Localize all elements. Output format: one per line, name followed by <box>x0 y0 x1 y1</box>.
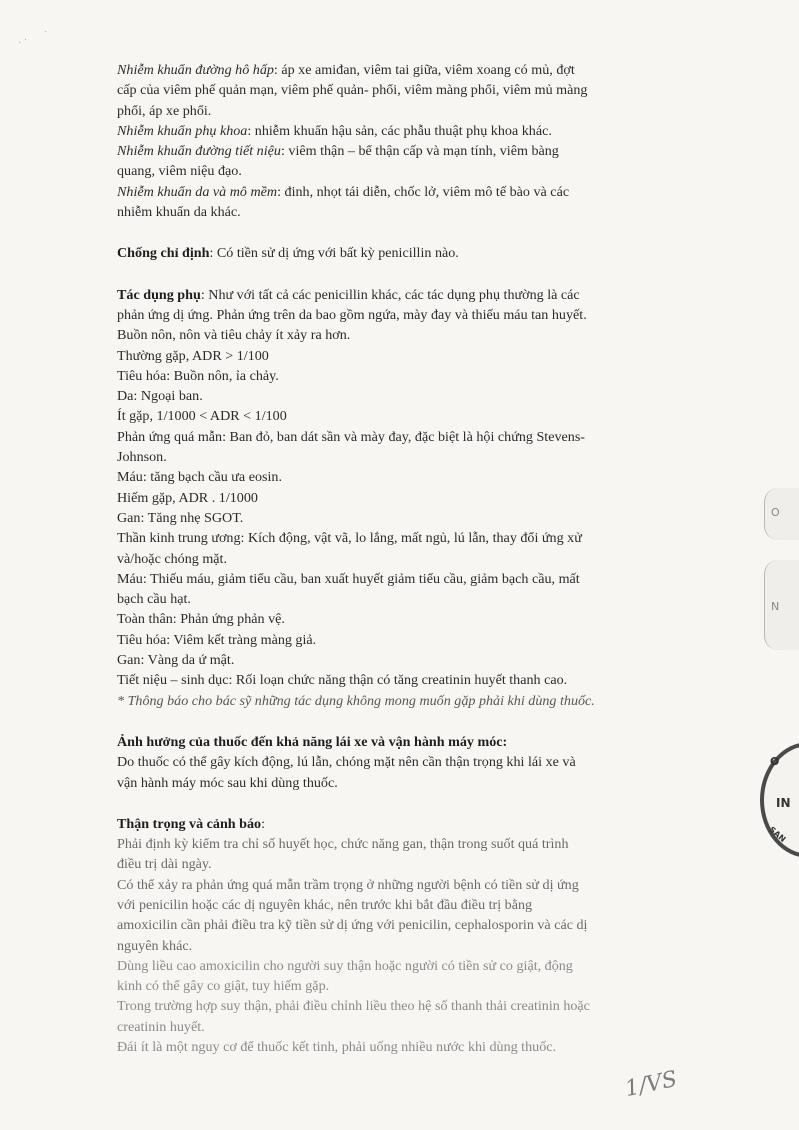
infection-label: Nhiễm khuẩn phụ khoa <box>117 122 248 139</box>
infection-text-cont: phổi, áp xe phổi. <box>117 102 212 119</box>
cautions-line: Có thể xảy ra phản ứng quá mẫn trầm trọng ở những người bệnh có tiền sử dị ứng <box>117 876 579 893</box>
side-effects-line: Tiêu hóa: Viêm kết tràng màng giả. <box>117 631 317 648</box>
scan-speck: ˙ <box>44 30 48 41</box>
side-effects-line: Tiết niệu – sinh dục: Rối loạn chức năng thận có tăng creatinin huyết thanh cao. <box>117 672 568 689</box>
side-effects-line: Thần kinh trung ương: Kích động, vật vã, lo lắng, mất ngủ, lú lẫn, thay đổi ứng xử <box>117 530 582 547</box>
side-effects-line: Buồn nôn, nôn và tiêu chảy ít xảy ra hơn. <box>117 327 351 344</box>
infection-skin <box>117 182 709 202</box>
cautions-block <box>117 814 709 1058</box>
seal-text: IN <box>776 796 791 810</box>
seal-text: O <box>770 755 780 768</box>
driving-line: Do thuốc có thể gây kích động, lú lẫn, chóng mặt nên cần thận trọng khi lái xe và <box>117 754 576 771</box>
side-effects-block <box>117 285 709 711</box>
infection-text-cont: cấp của viêm phế quản mạn, viêm phế quản- phổi, viêm màng phổi, viêm mủ màng <box>117 82 588 99</box>
side-effects-line: Toàn thân: Phản ứng phản vệ. <box>117 611 285 628</box>
cautions-line: với penicilin hoặc các dị nguyên khác, nên trước khi bắt đầu điều trị bằng <box>117 896 533 913</box>
cautions-colon: : <box>261 815 266 832</box>
side-effects-line: Tiêu hóa: Buồn nôn, ỉa chảy. <box>117 367 279 384</box>
cautions-line: nguyên khác. <box>117 937 193 954</box>
driving-heading: Ảnh hưởng của thuốc đến khả năng lái xe và vận hành máy móc: <box>117 733 508 750</box>
cautions-heading-line <box>117 814 709 834</box>
side-effects-heading: Tác dụng phụ <box>117 286 201 303</box>
document-body <box>117 60 709 1057</box>
cautions-line: điều trị dài ngày. <box>117 856 212 873</box>
infection-text: : đinh, nhọt tái diễn, chốc lở, viêm mô tế bào và các <box>277 183 570 200</box>
side-effects-line: Hiếm gặp, ADR . 1/1000 <box>117 489 258 506</box>
infection-text: : áp xe amiđan, viêm tai giữa, viêm xoang có mủ, đợt <box>273 62 575 78</box>
driving-line: vận hành máy móc sau khi dùng thuốc. <box>117 774 338 791</box>
side-effects-line: Máu: tăng bạch cầu ưa eosin. <box>117 469 282 486</box>
side-effects-line: Phản ứng quá mẫn: Ban đỏ, ban dát sần và mày đay, đặc biệt là hội chứng Stevens- <box>117 428 585 445</box>
cautions-line: Phải định kỳ kiểm tra chỉ số huyết học, chức năng gan, thận trong suốt quá trình <box>117 836 569 853</box>
infection-text-cont: quang, viêm niệu đạo. <box>117 163 242 180</box>
stamp-fragment-text: N <box>771 600 780 613</box>
cautions-line: creatinin huyết. <box>117 1018 205 1035</box>
infection-text: : nhiễm khuẩn hậu sản, các phẫu thuật phụ khoa khác. <box>247 122 552 139</box>
cautions-line: Dùng liều cao amoxicilin cho người suy thận hoặc người có tiền sử co giật, động <box>117 957 573 974</box>
signature: 1/VS <box>622 1066 680 1103</box>
infection-label: Nhiễm khuẩn đường tiết niệu <box>117 143 281 160</box>
contraindication-text: : Có tiền sử dị ứng với bất kỳ penicillin nào. <box>209 245 459 262</box>
seal-text: SAN <box>767 825 788 844</box>
stamp-fragment <box>764 560 799 650</box>
side-effects-line: Thường gặp, ADR > 1/100 <box>117 347 269 364</box>
infection-text-cont: nhiễm khuẩn da khác. <box>117 204 241 221</box>
contraindication <box>117 243 709 263</box>
infection-label: Nhiễm khuẩn da và mô mềm <box>117 183 278 200</box>
side-effects-line: phản ứng dị ứng. Phản ứng trên da bao gồm ngứa, mày đay và thiếu máu tan huyết. <box>117 306 587 323</box>
stamp-fragment <box>764 488 799 540</box>
side-effects-note: * Thông báo cho bác sỹ những tác dụng không mong muốn gặp phải khi dùng thuốc. <box>117 692 595 709</box>
cautions-line: kinh có thể gây co giật, tuy hiếm gặp. <box>117 978 330 995</box>
indications-block <box>117 60 709 222</box>
driving-block <box>117 732 709 793</box>
cautions-line: amoxicilin cần phải điều tra kỹ tiền sử dị ứng với penicilin, cephalosporin và các dị <box>117 917 588 934</box>
side-effects-first-line <box>117 285 709 305</box>
cautions-line: Trong trường hợp suy thận, phải điều chỉnh liều theo hệ số thanh thải creatinin hoặc <box>117 998 590 1015</box>
side-effects-line: Gan: Vàng da ứ mật. <box>117 652 235 669</box>
cautions-line: Đái ít là một nguy cơ để thuốc kết tinh, phải uống nhiều nước khi dùng thuốc. <box>117 1039 557 1056</box>
side-effects-line: Máu: Thiếu máu, giảm tiểu cầu, ban xuất huyết giảm tiểu cầu, giảm bạch cầu, mất <box>117 570 580 587</box>
stamp-fragment-text: O <box>771 506 780 519</box>
contraindication-heading: Chống chỉ định <box>117 245 210 262</box>
infection-urinary <box>117 141 709 161</box>
cautions-heading: Thận trọng và cảnh báo <box>117 815 262 832</box>
infection-gynecology <box>117 121 709 141</box>
infection-text: : viêm thận – bể thận cấp và mạn tính, viêm bàng <box>280 143 559 160</box>
side-effects-text: : Như với tất cả các penicillin khác, các tác dụng phụ thường là các <box>200 286 580 303</box>
infection-label: Nhiễm khuẩn đường hô hấp <box>117 62 274 78</box>
side-effects-line: Gan: Tăng nhẹ SGOT. <box>117 509 244 526</box>
scan-speck: · ˙ <box>18 38 28 49</box>
side-effects-line: và/hoặc chóng mặt. <box>117 550 227 567</box>
side-effects-line: Johnson. <box>117 449 167 466</box>
side-effects-line: Ít gặp, 1/1000 < ADR < 1/100 <box>117 408 287 425</box>
side-effects-line: bạch cầu hạt. <box>117 591 191 608</box>
infection-respiratory <box>117 60 709 80</box>
side-effects-line: Da: Ngoại ban. <box>117 388 203 405</box>
